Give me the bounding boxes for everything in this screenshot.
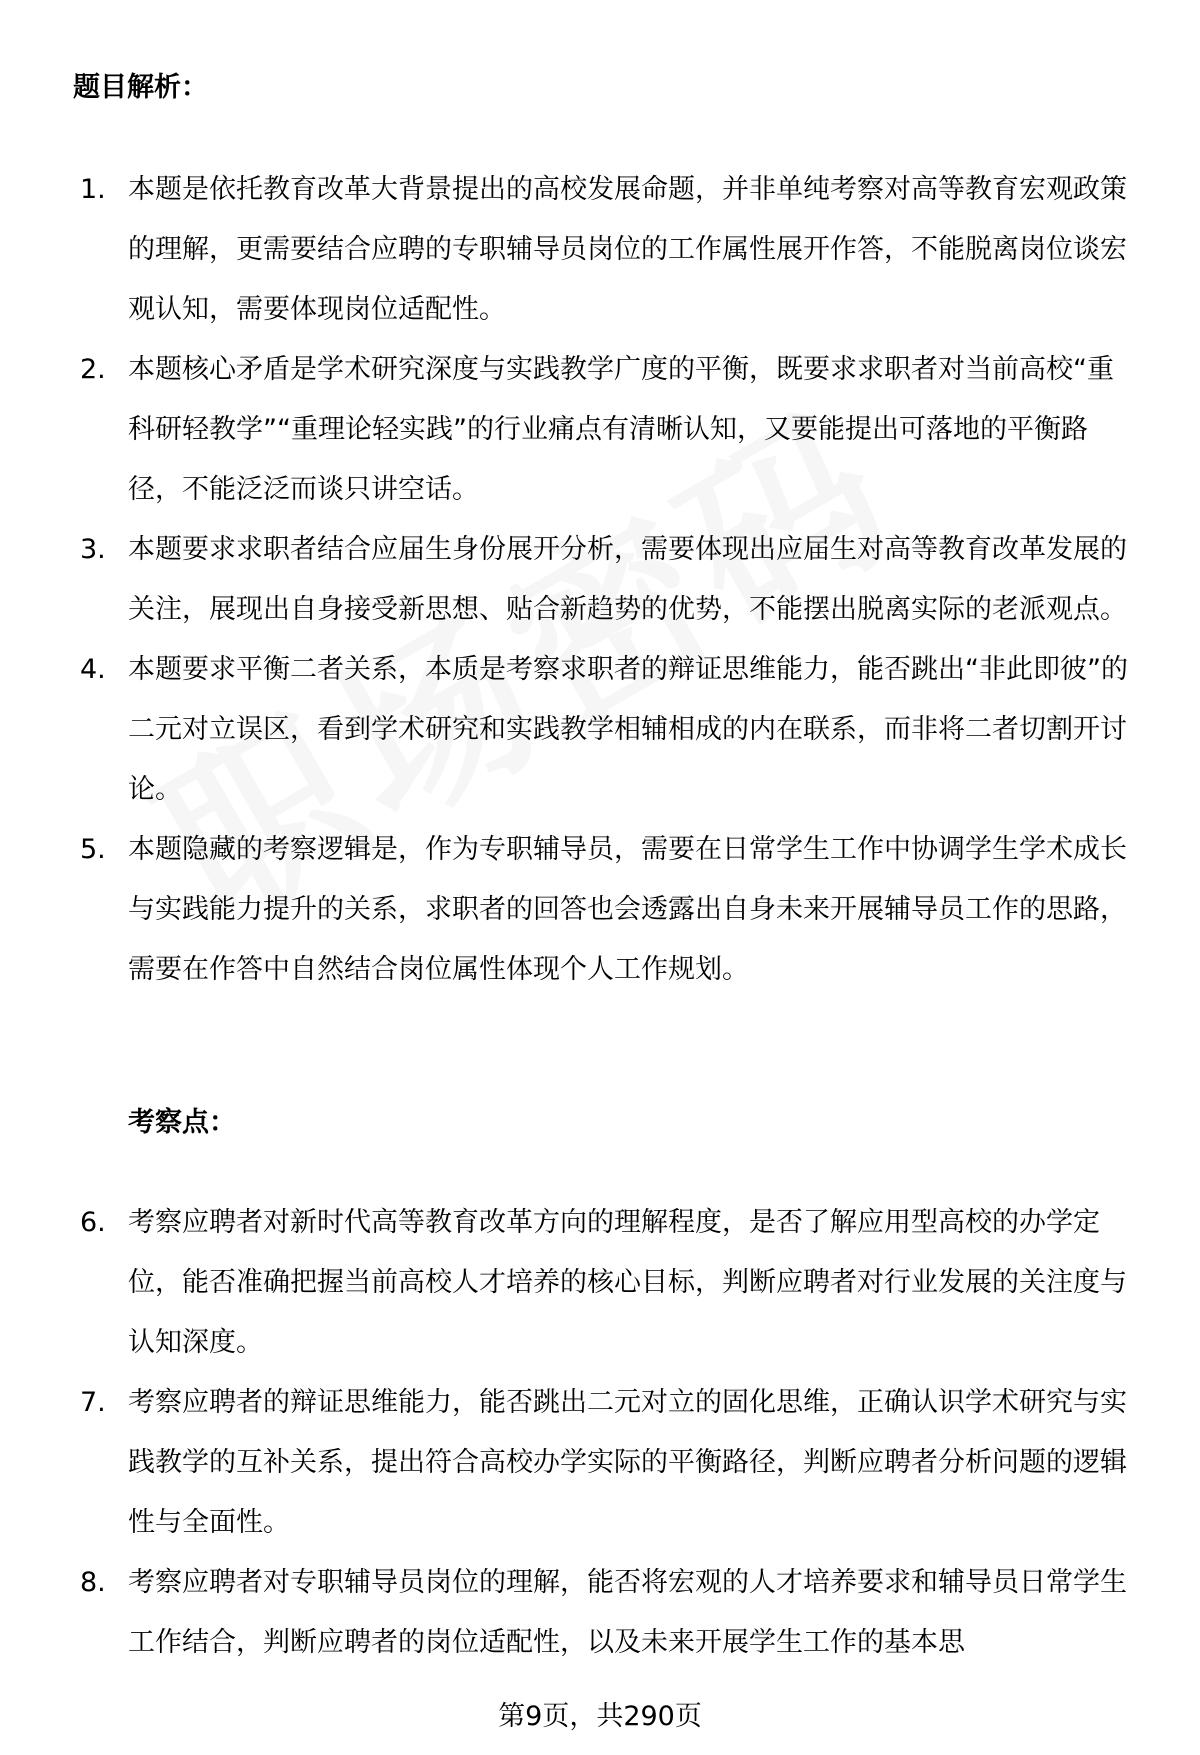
list-item-number: 4. [80, 654, 106, 685]
list-item-text: 考察应聘者对新时代高等教育改革方向的理解程度，是否了解应用型高校的办学定位，能否准确把握当前高校人才培养的核心目标，判断应聘者对行业发展的关注度与认知深度。 [128, 1207, 1127, 1358]
list-item-number: 6. [80, 1207, 106, 1238]
assessment-list [80, 1193, 1140, 1673]
list-item [80, 1553, 1140, 1673]
list-item-number: 2. [80, 354, 106, 385]
list-item [80, 1193, 1140, 1373]
list-item [80, 1373, 1140, 1553]
list-item-text: 考察应聘者的辩证思维能力，能否跳出二元对立的固化思维，正确认识学术研究与实践教学的互补关系，提出符合高校办学实际的平衡路径，判断应聘者分析问题的逻辑性与全面性。 [128, 1387, 1127, 1538]
list-item-number: 3. [80, 534, 106, 565]
list-item-text: 本题隐藏的考察逻辑是，作为专职辅导员，需要在日常学生工作中协调学生学术成长与实践能力提升的关系，求职者的回答也会透露出自身未来开展辅导员工作的思路，需要在作答中自然结合岗位属性体现个人工作规划。 [128, 834, 1127, 985]
list-item [80, 340, 1140, 520]
list-item-number: 8. [80, 1567, 106, 1598]
list-item [80, 160, 1140, 340]
page-number-footer: 第9页，共290页 [498, 1701, 702, 1732]
section-heading-assessment-points: 考察点： [128, 1107, 236, 1138]
section-heading-analysis: 题目解析： [73, 72, 208, 103]
analysis-list [80, 160, 1140, 1000]
list-item-number: 7. [80, 1387, 106, 1418]
list-item-number: 1. [80, 174, 106, 205]
list-item-text: 本题是依托教育改革大背景提出的高校发展命题，并非单纯考察对高等教育宏观政策的理解，更需要结合应聘的专职辅导员岗位的工作属性展开作答，不能脱离岗位谈宏观认知，需要体现岗位适配性。 [128, 174, 1127, 325]
list-item-text: 本题核心矛盾是学术研究深度与实践教学广度的平衡，既要求求职者对当前高校“重科研轻教学”“重理论轻实践”的行业痛点有清晰认知，又要能提出可落地的平衡路径，不能泛泛而谈只讲空话。 [128, 354, 1114, 505]
list-item-number: 5. [80, 834, 106, 865]
list-item [80, 640, 1140, 820]
list-item-text: 本题要求求职者结合应届生身份展开分析，需要体现出应届生对高等教育改革发展的关注，展现出自身接受新思想、贴合新趋势的优势，不能摆出脱离实际的老派观点。 [128, 534, 1127, 625]
list-item [80, 520, 1140, 640]
list-item [80, 820, 1140, 1000]
list-item-text: 本题要求平衡二者关系，本质是考察求职者的辩证思维能力，能否跳出“非此即彼”的二元对立误区，看到学术研究和实践教学相辅相成的内在联系，而非将二者切割开讨论。 [128, 654, 1128, 805]
list-item-text: 考察应聘者对专职辅导员岗位的理解，能否将宏观的人才培养要求和辅导员日常学生工作结合，判断应聘者的岗位适配性，以及未来开展学生工作的基本思 [128, 1567, 1127, 1658]
